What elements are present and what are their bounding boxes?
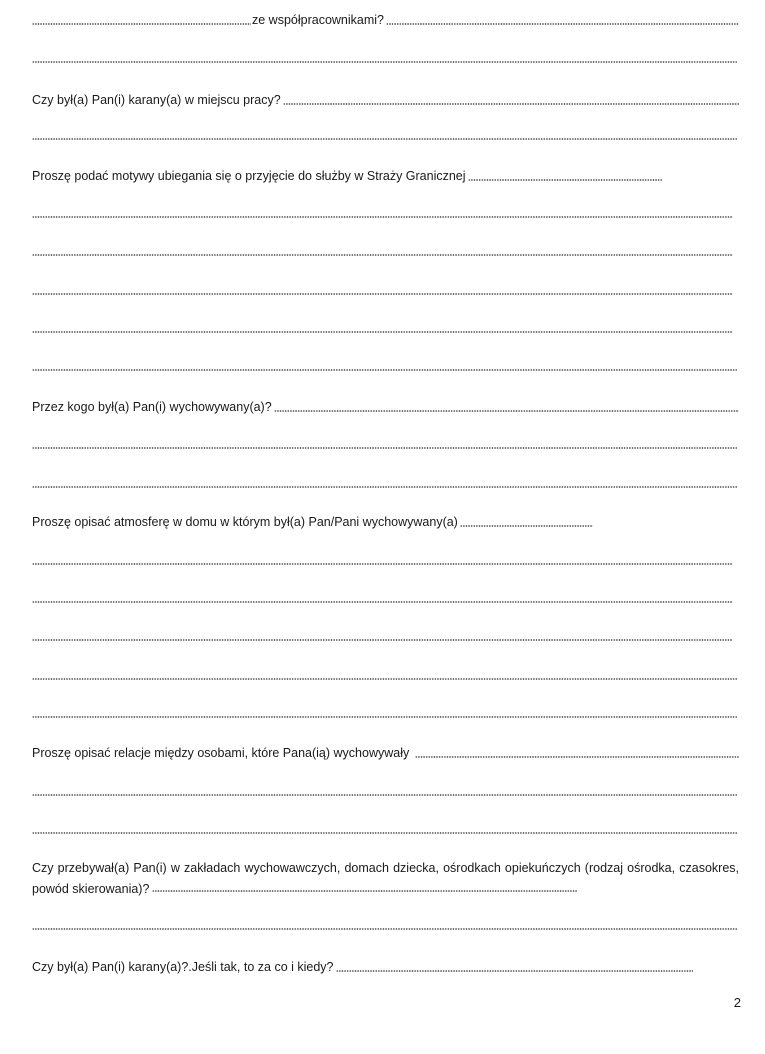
answer-line[interactable] [32, 639, 733, 641]
question-punished-work-text: Czy był(a) Pan(i) karany(a) w miejscu pracy? [32, 93, 281, 107]
answer-line[interactable] [32, 678, 737, 680]
answer-line[interactable] [32, 601, 733, 603]
answer-line-punished[interactable] [336, 970, 693, 972]
answer-line[interactable] [32, 138, 737, 140]
answer-line-raised-by[interactable] [274, 410, 739, 412]
question-raised-by [32, 399, 739, 416]
question-punished [32, 959, 739, 976]
answer-line-punished-work[interactable] [283, 103, 739, 105]
answer-line-home-atmosphere[interactable] [460, 525, 593, 527]
answer-line[interactable] [32, 61, 737, 63]
answer-line-motives[interactable] [468, 179, 663, 181]
answer-line[interactable] [32, 486, 737, 488]
page-number: 2 [733, 995, 741, 1010]
question-punished-text: Czy był(a) Pan(i) karany(a)?.Jeśli tak, to za co i kiedy? [32, 960, 334, 974]
question-raised-by-text: Przez kogo był(a) Pan(i) wychowywany(a)? [32, 400, 272, 414]
answer-line-institutions[interactable] [152, 890, 577, 892]
question-coworkers-text: ze współpracownikami? [252, 13, 385, 27]
question-institutions [32, 858, 739, 900]
question-coworkers [32, 12, 739, 29]
answer-line[interactable] [32, 928, 737, 930]
answer-line-coworkers[interactable] [386, 23, 739, 25]
answer-line[interactable] [32, 832, 737, 834]
question-relations [32, 745, 739, 762]
question-motives-text: Proszę podać motywy ubiegania się o przyjęcie do służby w Straży Granicznej [32, 169, 466, 183]
answer-line[interactable] [32, 331, 733, 333]
question-home-atmosphere [32, 514, 739, 531]
question-motives [32, 168, 739, 185]
answer-line[interactable] [32, 716, 737, 718]
answer-line[interactable] [32, 216, 733, 218]
answer-line[interactable] [32, 369, 737, 371]
question-relations-text: Proszę opisać relacje między osobami, które Pana(ią) wychowywały [32, 746, 410, 760]
answer-line[interactable] [32, 794, 737, 796]
answer-line-coworkers-lead[interactable] [32, 23, 251, 25]
answer-line[interactable] [32, 447, 737, 449]
answer-line-relations[interactable] [415, 756, 739, 758]
question-institutions-text: Czy przebywał(a) Pan(i) w zakładach wychowawczych, domach dziecka, ośrodkach opiekuńczych (rodzaj ośrodka, czasokres, powód skierowania)? [32, 861, 739, 896]
question-home-atmosphere-text: Proszę opisać atmosferę w domu w którym był(a) Pan/Pani wychowywany(a) [32, 515, 458, 529]
answer-line[interactable] [32, 254, 733, 256]
answer-line[interactable] [32, 563, 733, 565]
answer-line[interactable] [32, 293, 733, 295]
question-punished-work [32, 92, 739, 109]
